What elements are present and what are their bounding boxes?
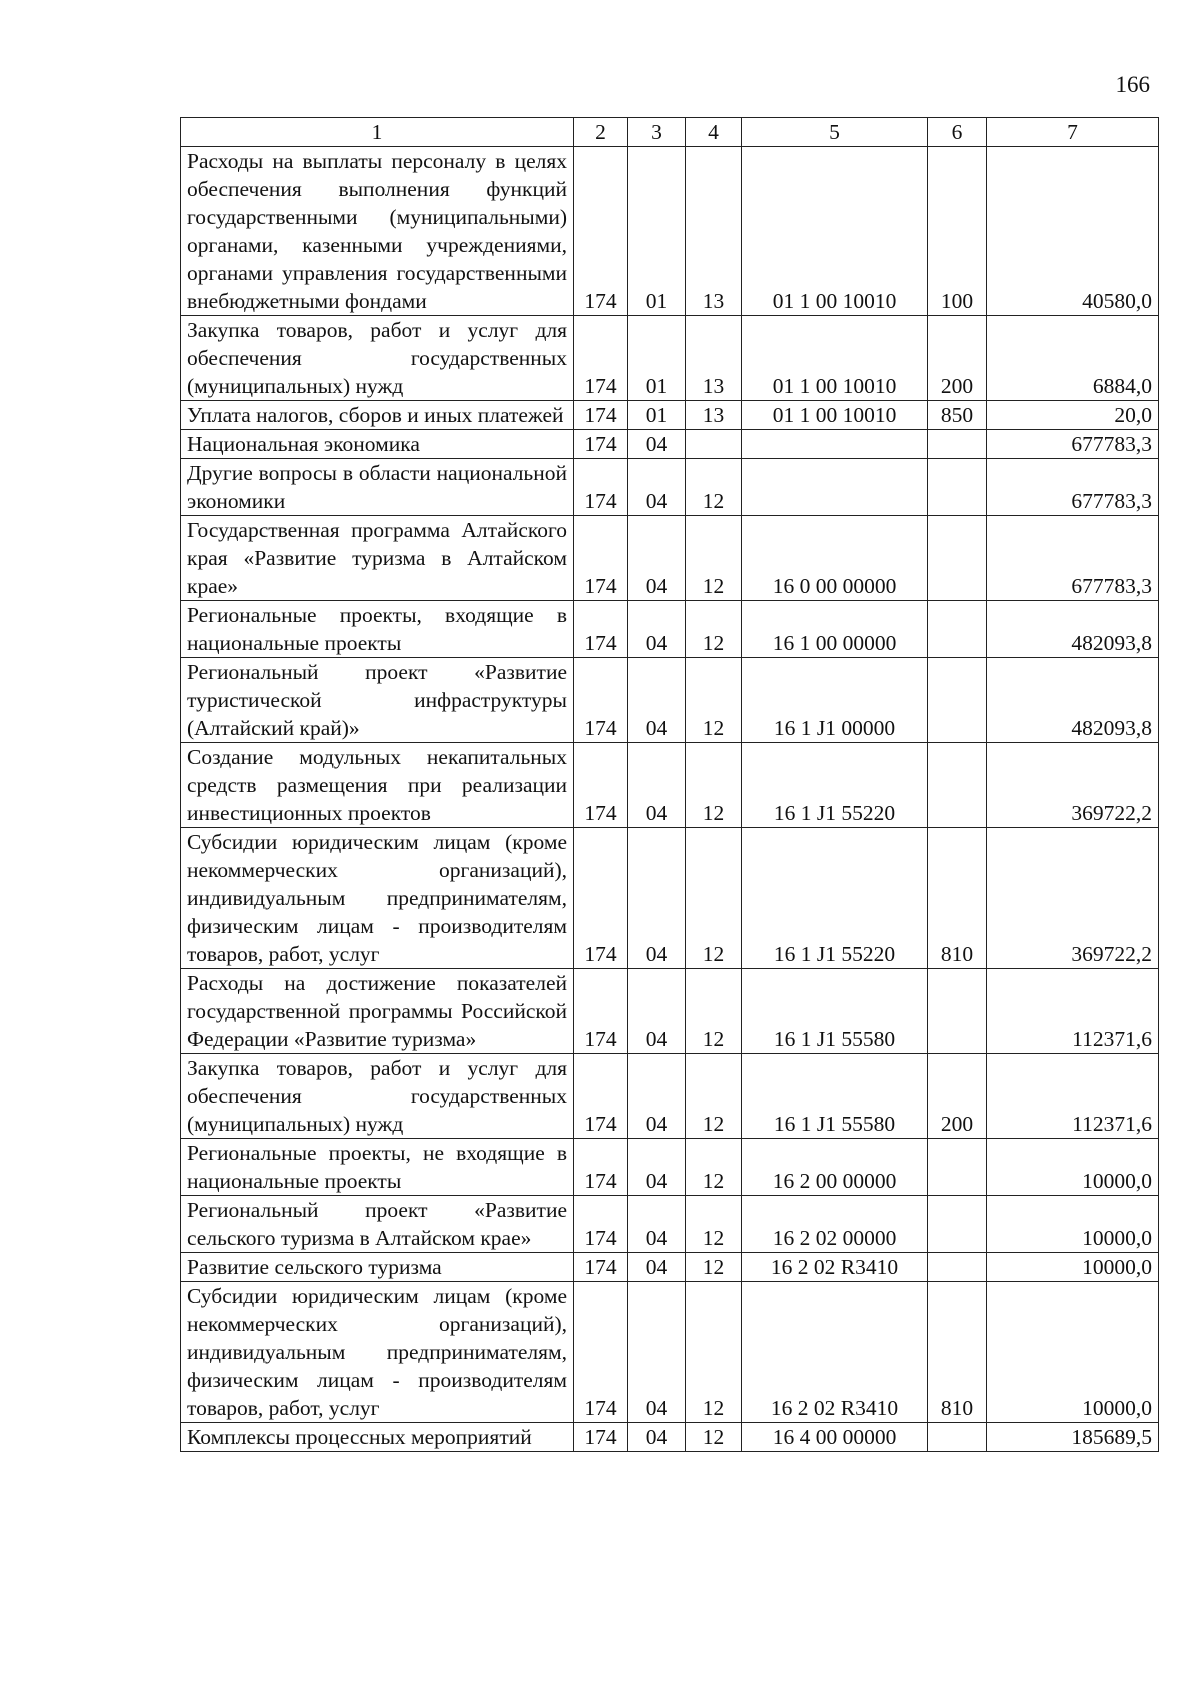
table-row (181, 1423, 1159, 1452)
cell-code (742, 430, 928, 459)
cell-code: 01 1 00 10010 (742, 401, 928, 430)
cell-code: 16 1 00 00000 (742, 601, 928, 658)
cell-name: Расходы на выплаты персоналу в целях обеспечения выполнения функций государственными (муниципальными) органами, казенными учреждениями, органами управления государственными внебюджетными фондами (181, 147, 574, 316)
cell-col2: 174 (574, 401, 628, 430)
cell-name: Закупка товаров, работ и услуг для обеспечения государственных (муниципальных) нужд (181, 1054, 574, 1139)
cell-col6: 200 (928, 316, 987, 401)
cell-amount: 10000,0 (987, 1282, 1159, 1423)
cell-name: Закупка товаров, работ и услуг для обеспечения государственных (муниципальных) нужд (181, 316, 574, 401)
cell-name: Субсидии юридическим лицам (кроме некоммерческих организаций), индивидуальным предпринимателям, физическим лицам - производителям товаров, работ, услуг (181, 828, 574, 969)
cell-col4: 12 (686, 516, 742, 601)
column-header: 3 (628, 118, 686, 147)
cell-code: 16 1 J1 55220 (742, 828, 928, 969)
table-row (181, 1139, 1159, 1196)
header-row (181, 118, 1159, 147)
cell-col3: 04 (628, 1196, 686, 1253)
cell-name: Региональный проект «Развитие туристической инфраструктуры (Алтайский край)» (181, 658, 574, 743)
cell-col4: 12 (686, 1139, 742, 1196)
cell-col4: 12 (686, 658, 742, 743)
table-row (181, 401, 1159, 430)
cell-col4: 12 (686, 969, 742, 1054)
cell-col6 (928, 1196, 987, 1253)
cell-col3: 01 (628, 147, 686, 316)
cell-name: Другие вопросы в области национальной экономики (181, 459, 574, 516)
cell-col2: 174 (574, 430, 628, 459)
cell-amount: 10000,0 (987, 1139, 1159, 1196)
cell-col3: 04 (628, 430, 686, 459)
cell-col2: 174 (574, 316, 628, 401)
cell-col6 (928, 1423, 987, 1452)
cell-col4: 12 (686, 1282, 742, 1423)
cell-col2: 174 (574, 743, 628, 828)
cell-col3: 04 (628, 743, 686, 828)
cell-amount: 482093,8 (987, 601, 1159, 658)
cell-amount: 369722,2 (987, 743, 1159, 828)
cell-col6 (928, 430, 987, 459)
cell-col4: 12 (686, 601, 742, 658)
cell-col4: 12 (686, 1196, 742, 1253)
cell-col4 (686, 430, 742, 459)
cell-col2: 174 (574, 1423, 628, 1452)
cell-col6: 810 (928, 828, 987, 969)
cell-col2: 174 (574, 1282, 628, 1423)
cell-col3: 04 (628, 828, 686, 969)
column-header: 4 (686, 118, 742, 147)
table-row (181, 459, 1159, 516)
cell-col6 (928, 459, 987, 516)
cell-col6 (928, 1139, 987, 1196)
page-number: 166 (1115, 72, 1150, 97)
cell-col4: 12 (686, 743, 742, 828)
cell-col6 (928, 516, 987, 601)
cell-col4: 13 (686, 147, 742, 316)
cell-col6: 810 (928, 1282, 987, 1423)
cell-name: Создание модульных некапитальных средств размещения при реализации инвестиционных проектов (181, 743, 574, 828)
cell-code: 16 2 02 R3410 (742, 1253, 928, 1282)
column-header: 6 (928, 118, 987, 147)
cell-code: 16 2 02 00000 (742, 1196, 928, 1253)
cell-col2: 174 (574, 601, 628, 658)
column-header: 5 (742, 118, 928, 147)
cell-name: Государственная программа Алтайского края «Развитие туризма в Алтайском крае» (181, 516, 574, 601)
cell-col4: 12 (686, 1423, 742, 1452)
cell-col3: 04 (628, 1139, 686, 1196)
cell-col6: 100 (928, 147, 987, 316)
table-row (181, 316, 1159, 401)
cell-col6 (928, 969, 987, 1054)
column-header: 7 (987, 118, 1159, 147)
cell-col2: 174 (574, 459, 628, 516)
cell-code: 16 1 J1 00000 (742, 658, 928, 743)
cell-name: Расходы на достижение показателей государственной программы Российской Федерации «Развитие туризма» (181, 969, 574, 1054)
table-row (181, 601, 1159, 658)
cell-col2: 174 (574, 1139, 628, 1196)
cell-col2: 174 (574, 658, 628, 743)
cell-col3: 01 (628, 401, 686, 430)
cell-col2: 174 (574, 147, 628, 316)
table-body (181, 147, 1159, 1452)
table-row (181, 1196, 1159, 1253)
cell-col6: 850 (928, 401, 987, 430)
table-row (181, 1282, 1159, 1423)
cell-code: 16 4 00 00000 (742, 1423, 928, 1452)
cell-col4: 12 (686, 828, 742, 969)
table-row (181, 1253, 1159, 1282)
cell-col2: 174 (574, 1196, 628, 1253)
cell-amount: 10000,0 (987, 1253, 1159, 1282)
cell-name: Региональный проект «Развитие сельского туризма в Алтайском крае» (181, 1196, 574, 1253)
cell-col3: 04 (628, 1253, 686, 1282)
cell-code: 01 1 00 10010 (742, 316, 928, 401)
cell-col6 (928, 743, 987, 828)
cell-code: 01 1 00 10010 (742, 147, 928, 316)
cell-col3: 04 (628, 969, 686, 1054)
cell-col4: 13 (686, 316, 742, 401)
cell-amount: 40580,0 (987, 147, 1159, 316)
table-row (181, 516, 1159, 601)
cell-col3: 04 (628, 1423, 686, 1452)
cell-col2: 174 (574, 1054, 628, 1139)
table-row (181, 430, 1159, 459)
cell-code: 16 1 J1 55220 (742, 743, 928, 828)
cell-amount: 112371,6 (987, 1054, 1159, 1139)
cell-name: Развитие сельского туризма (181, 1253, 574, 1282)
cell-amount: 20,0 (987, 401, 1159, 430)
cell-col2: 174 (574, 516, 628, 601)
cell-col3: 04 (628, 601, 686, 658)
cell-code (742, 459, 928, 516)
cell-col2: 174 (574, 828, 628, 969)
cell-col3: 04 (628, 1282, 686, 1423)
cell-name: Уплата налогов, сборов и иных платежей (181, 401, 574, 430)
cell-col6 (928, 658, 987, 743)
cell-amount: 677783,3 (987, 430, 1159, 459)
table-row (181, 743, 1159, 828)
table-row (181, 1054, 1159, 1139)
cell-col3: 01 (628, 316, 686, 401)
cell-name: Региональные проекты, не входящие в национальные проекты (181, 1139, 574, 1196)
column-header: 2 (574, 118, 628, 147)
cell-col6: 200 (928, 1054, 987, 1139)
cell-code: 16 1 J1 55580 (742, 1054, 928, 1139)
cell-col3: 04 (628, 658, 686, 743)
cell-col6 (928, 1253, 987, 1282)
column-header: 1 (181, 118, 574, 147)
cell-amount: 677783,3 (987, 516, 1159, 601)
cell-col4: 12 (686, 1054, 742, 1139)
cell-amount: 677783,3 (987, 459, 1159, 516)
cell-name: Региональные проекты, входящие в национальные проекты (181, 601, 574, 658)
cell-name: Комплексы процессных мероприятий (181, 1423, 574, 1452)
cell-code: 16 2 02 R3410 (742, 1282, 928, 1423)
cell-name: Субсидии юридическим лицам (кроме некоммерческих организаций), индивидуальным предпринимателям, физическим лицам - производителям товаров, работ, услуг (181, 1282, 574, 1423)
cell-name: Национальная экономика (181, 430, 574, 459)
cell-amount: 112371,6 (987, 969, 1159, 1054)
cell-col3: 04 (628, 459, 686, 516)
cell-amount: 10000,0 (987, 1196, 1159, 1253)
cell-col4: 12 (686, 459, 742, 516)
cell-code: 16 2 00 00000 (742, 1139, 928, 1196)
cell-col3: 04 (628, 1054, 686, 1139)
cell-amount: 6884,0 (987, 316, 1159, 401)
cell-col3: 04 (628, 516, 686, 601)
cell-amount: 185689,5 (987, 1423, 1159, 1452)
cell-col4: 13 (686, 401, 742, 430)
cell-col6 (928, 601, 987, 658)
table-row (181, 969, 1159, 1054)
cell-amount: 369722,2 (987, 828, 1159, 969)
budget-table (180, 117, 1159, 1452)
cell-col4: 12 (686, 1253, 742, 1282)
table-row (181, 658, 1159, 743)
cell-col2: 174 (574, 1253, 628, 1282)
table-row (181, 828, 1159, 969)
cell-col2: 174 (574, 969, 628, 1054)
cell-code: 16 0 00 00000 (742, 516, 928, 601)
cell-code: 16 1 J1 55580 (742, 969, 928, 1054)
table-row (181, 147, 1159, 316)
cell-amount: 482093,8 (987, 658, 1159, 743)
